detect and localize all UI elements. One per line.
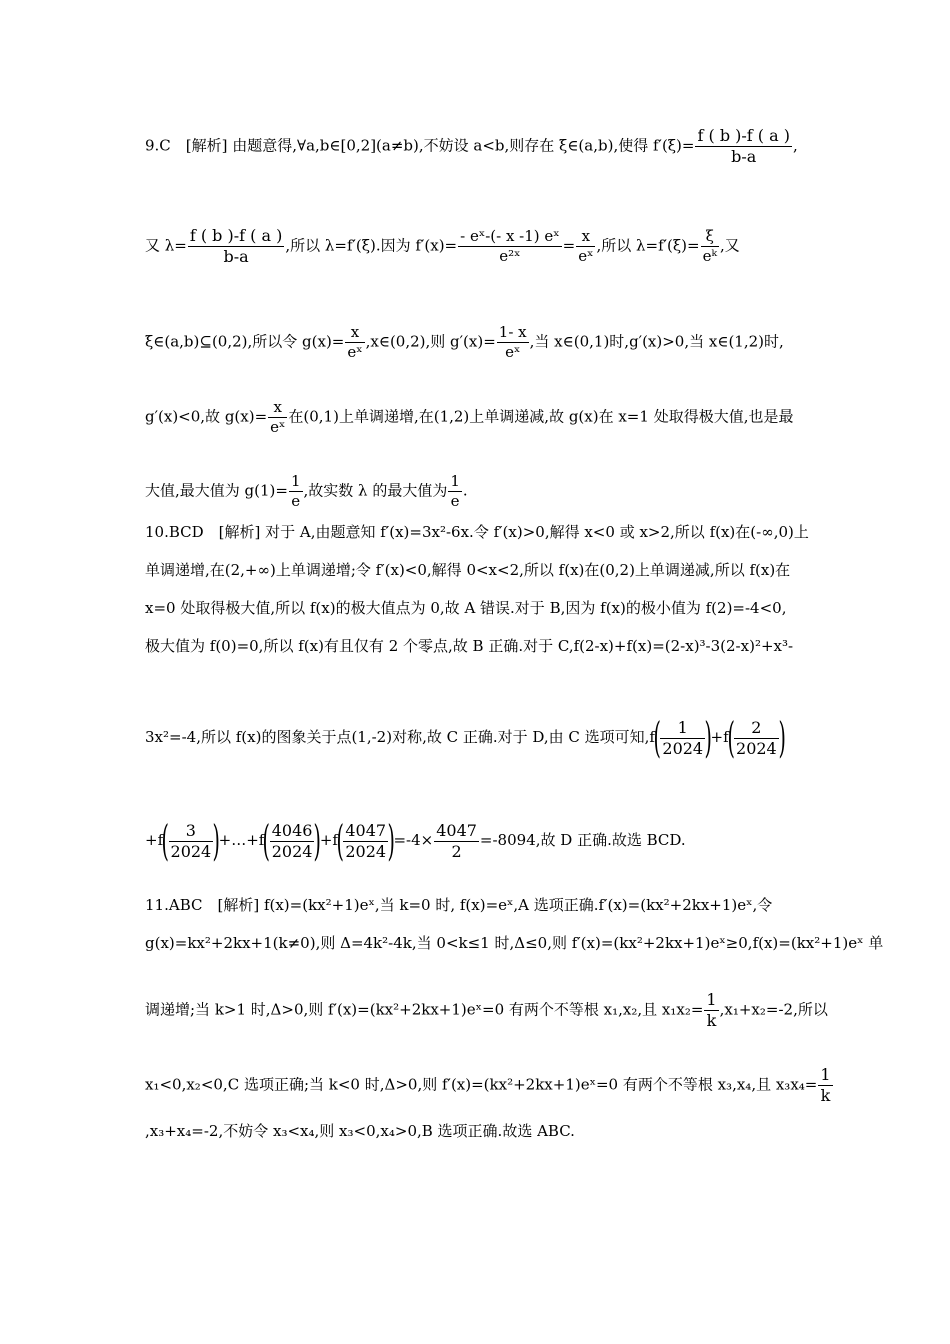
numerator: f ( b )-f ( a )	[189, 226, 283, 245]
text-segment: 在(0,1)上单调递增,在(1,2)上单调递减,故 g(x)在 x=1 处取得极大值,也是最	[288, 407, 794, 426]
denominator: eˣ	[578, 247, 594, 265]
numerator: 1- x	[498, 323, 527, 341]
denominator: e	[450, 491, 460, 510]
solution-10-line-2: 单调递增,在(2,+∞)上单调递增;令 f′(x)<0,解得 0<x<2,所以 f(x)在(0,2)上单调递减,所以 f(x)在	[145, 561, 791, 579]
fraction-4047-2	[434, 821, 479, 862]
fraction-one-over-k	[704, 990, 718, 1031]
numerator: f ( b )-f ( a )	[697, 126, 790, 145]
denominator: eˣ	[270, 417, 286, 436]
denominator: 2024	[662, 738, 704, 758]
numerator: 4047	[436, 820, 477, 840]
fraction-x-over-ex	[576, 227, 595, 266]
paren-right: )	[387, 816, 395, 865]
fraction-g	[268, 398, 287, 437]
denominator: 2024	[170, 841, 212, 861]
paren-right: )	[704, 713, 712, 762]
solution-10-line-3: x=0 处取得极大值,所以 f(x)的极大值点为 0,故 A 错误.对于 B,因为 f(x)的极小值为 f(2)=-4<0,	[145, 599, 787, 617]
text-segment: .	[462, 481, 468, 500]
denominator: b-a	[223, 247, 249, 266]
denominator: eˣ	[347, 342, 363, 361]
fraction-g	[345, 323, 364, 362]
numerator: 1	[820, 1065, 831, 1084]
fraction-3-2024	[169, 821, 214, 862]
solution-9-line-5	[145, 472, 468, 511]
numerator: ξ	[701, 227, 719, 247]
text-segment: 又 λ=	[145, 236, 187, 255]
paren-right: )	[212, 816, 221, 865]
text-segment: 3x²=-4,所以 f(x)的图象关于点(1,-2)对称,故 C 正确.对于 D,由 C 选项可知,f	[145, 728, 655, 746]
fraction-4047-2024	[343, 821, 388, 862]
paren-left: (	[727, 713, 735, 762]
denominator: 2024	[345, 841, 387, 861]
numerator: 1	[290, 472, 301, 490]
solution-11-line-4	[145, 1065, 834, 1106]
solution-10-line-6	[145, 816, 686, 865]
text-segment: ,所以 λ=f′(ξ).因为 f′(x)=	[285, 236, 458, 255]
solution-11-line-2: g(x)=kx²+2kx+1(k≠0),则 Δ=4k²-4k,当 0<k≤1 时,Δ≤0,则 f′(x)=(kx²+2kx+1)eˣ≥0,f(x)=(kx²+1)eˣ 单	[145, 934, 884, 952]
fraction-4046-2024	[270, 821, 315, 862]
denominator: k	[820, 1086, 831, 1105]
text-segment: +f	[710, 728, 729, 746]
solution-11-line-1: 11.ABC [解析] f(x)=(kx²+1)eˣ,当 k=0 时, f(x)=eˣ,A 选项正确.f′(x)=(kx²+2kx+1)eˣ,令	[145, 896, 773, 914]
text-segment: +f	[145, 831, 164, 849]
numerator: 1	[450, 472, 460, 490]
text-segment: ξ∈(a,b)⊆(0,2),所以令 g(x)=	[145, 332, 345, 351]
text-segment: ,又	[719, 236, 740, 255]
solution-11-line-3	[145, 990, 828, 1031]
solution-10-line-5	[145, 713, 786, 762]
paren-left: (	[336, 816, 344, 865]
fraction-one-over-e	[289, 472, 303, 511]
paren-right: )	[778, 713, 786, 762]
text-segment: =-8094,故 D 正确.故选 BCD.	[479, 831, 686, 849]
text-segment: ,故实数 λ 的最大值为	[303, 481, 448, 500]
denominator: eᵏ	[702, 247, 717, 265]
numerator: 4046	[271, 820, 313, 840]
fraction-one-over-e	[448, 472, 462, 511]
fraction-g-prime	[497, 323, 529, 362]
paren-right: )	[313, 816, 322, 865]
solution-9-line-4	[145, 398, 793, 437]
numerator: 1	[660, 718, 705, 739]
solution-10-line-4: 极大值为 f(0)=0,所以 f(x)有且仅有 2 个零点,故 B 正确.对于 C,f(2-x)+f(x)=(2-x)³-3(2-x)²+x³-	[145, 637, 794, 655]
solution-9-line-3	[145, 323, 784, 362]
solution-9-line-1	[145, 126, 798, 167]
fraction-lambda	[188, 226, 285, 267]
fraction-xi	[701, 227, 719, 266]
paren-left: (	[262, 816, 271, 865]
denominator: e	[291, 491, 301, 510]
numerator: x	[576, 227, 595, 247]
fraction-1-2024	[660, 718, 705, 759]
fraction-one-over-k	[818, 1065, 832, 1106]
denominator: 2	[451, 841, 462, 861]
text-segment: 9.C [解析] 由题意得,∀a,b∈[0,2](a≠b),不妨设 a<b,则存在 ξ∈(a,b),使得 f′(ξ)=	[145, 136, 695, 155]
text-segment: ,x∈(0,2),则 g′(x)=	[365, 332, 496, 351]
numerator: 2	[734, 718, 779, 739]
denominator: eˣ	[505, 342, 521, 361]
text-segment: +f	[319, 831, 338, 849]
text-segment: 调递增;当 k>1 时,Δ>0,则 f′(x)=(kx²+2kx+1)eˣ=0 有两个不等根 x₁,x₂,且 x₁x₂=	[145, 1000, 704, 1019]
text-segment: x₁<0,x₂<0,C 选项正确;当 k<0 时,Δ>0,则 f′(x)=(kx²+2kx+1)eˣ=0 有两个不等根 x₃,x₄,且 x₃x₄=	[145, 1075, 818, 1094]
text-segment: ,当 x∈(0,1)时,g′(x)>0,当 x∈(1,2)时,	[529, 332, 784, 351]
paren-left: (	[653, 713, 661, 762]
text-segment: ,x₁+x₂=-2,所以	[719, 1000, 828, 1019]
solution-11-line-5: ,x₃+x₄=-2,不妨令 x₃<x₄,则 x₃<0,x₄>0,B 选项正确.故选 ABC.	[145, 1122, 575, 1140]
solution-10-line-1: 10.BCD [解析] 对于 A,由题意知 f′(x)=3x²-6x.令 f′(x)>0,解得 x<0 或 x>2,所以 f(x)在(-∞,0)上	[145, 523, 809, 541]
numerator: - eˣ-(- x -1) eˣ	[460, 227, 560, 246]
text-segment: ,	[793, 136, 798, 155]
denominator: k	[706, 1011, 717, 1030]
denominator: e²ˣ	[499, 247, 521, 265]
fraction-mean-value	[695, 126, 792, 167]
numerator: 4047	[345, 820, 387, 840]
denominator: 2024	[271, 841, 313, 861]
solution-9-line-2	[145, 226, 740, 267]
text-segment: 大值,最大值为 g(1)=	[145, 481, 288, 500]
text-segment: ,所以 λ=f′(ξ)=	[596, 236, 700, 255]
paren-left: (	[161, 816, 170, 865]
numerator: x	[268, 398, 287, 418]
fraction-derivative	[458, 227, 562, 266]
text-segment: =	[562, 236, 576, 255]
numerator: 3	[169, 821, 214, 842]
text-segment: g′(x)<0,故 g(x)=	[145, 407, 268, 426]
text-segment: =-4×	[393, 831, 434, 849]
denominator: 2024	[736, 738, 777, 758]
denominator: b-a	[731, 147, 757, 166]
numerator: x	[345, 323, 364, 343]
fraction-2-2024	[734, 718, 779, 759]
numerator: 1	[706, 990, 717, 1009]
text-segment: +…+f	[218, 831, 265, 849]
